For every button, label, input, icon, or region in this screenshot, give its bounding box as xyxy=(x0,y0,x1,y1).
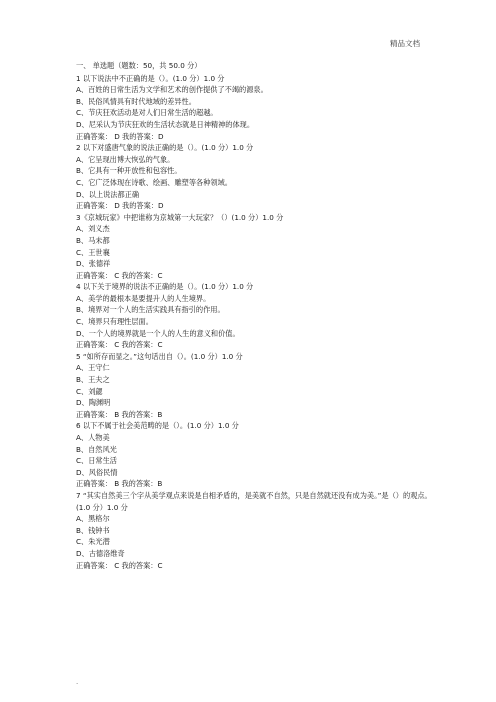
answer-option: B、自然风光 xyxy=(76,444,117,454)
document-header-tag: 精品文档 xyxy=(390,39,420,48)
answer-option: D、风俗民情 xyxy=(76,467,118,477)
question-stem: 5 “如所存而显之。”这句话出自（）。(1.0 分）1.0 分 xyxy=(76,351,243,361)
question-stem: 7 “其实自然美三个字从美学观点来说是自相矛盾的，是美就不自然，只是自然就还没有成为美。”是（）的观点。(1.0 分）1.0 分 xyxy=(76,490,432,512)
question-stem: 6 以下不属于社会美范畴的是（）。(1.0 分）1.0 分 xyxy=(76,421,239,431)
answer-option: C、境界只有理性层面。 xyxy=(76,317,153,327)
question-block xyxy=(76,420,436,490)
question-block xyxy=(76,351,436,421)
answer-line: 正确答案： B 我的答案：B xyxy=(76,479,163,489)
answer-option: D、一个人的境界就是一个人的人生的意义和价值。 xyxy=(76,328,240,338)
answer-option: A、美学的最根本是要提升人的人生境界。 xyxy=(76,293,211,303)
answer-option: D、张德祥 xyxy=(76,259,111,269)
answer-option: C、它广泛体现在诗歌、绘画、雕塑等各种领域。 xyxy=(76,177,232,187)
answer-option: C、王世襄 xyxy=(76,247,110,257)
answer-line: 正确答案： D 我的答案：D xyxy=(76,131,164,141)
answer-option: B、境界对一个人的生活实践具有指引的作用。 xyxy=(76,305,225,315)
answer-option: D、尼采认为节庆狂欢的生活状态就是日神精神的体现。 xyxy=(76,119,255,129)
answer-option: B、钱钟书 xyxy=(76,525,110,535)
answer-option: D、古德洛维奇 xyxy=(76,548,125,558)
exam-content xyxy=(76,60,436,571)
question-block xyxy=(76,281,436,351)
footer-mark: . xyxy=(76,678,79,686)
answer-option: D、陶渊明 xyxy=(76,398,111,408)
answer-option: A、刘义杰 xyxy=(76,224,110,234)
section-title: 一、 单选题（题数：50，共 50.0 分） xyxy=(76,61,202,70)
answer-option: C、日常生活 xyxy=(76,456,117,466)
answer-option: B、王夫之 xyxy=(76,375,110,385)
question-block xyxy=(76,490,436,571)
answer-option: B、它具有一种开放性和包容性。 xyxy=(76,166,182,176)
answer-option: A、百姓的日常生活为文学和艺术的创作提供了不竭的源泉。 xyxy=(76,85,268,95)
question-stem: 2 以下对盛唐气象的说法正确的是（）。(1.0 分）1.0 分 xyxy=(76,143,254,153)
question-stem: 3《京城玩家》中把谁称为京城第一大玩家？（）(1.0 分）1.0 分 xyxy=(76,212,284,222)
answer-option: C、朱光潜 xyxy=(76,537,110,547)
answer-option: C、节庆狂欢活动是对人们日常生活的超越。 xyxy=(76,108,218,118)
answer-option: B、马未都 xyxy=(76,235,110,245)
answer-option: A、王守仁 xyxy=(76,363,110,373)
answer-option: B、民俗风情具有时代地域的差异性。 xyxy=(76,96,196,106)
answer-line: 正确答案： C 我的答案：C xyxy=(76,340,163,350)
answer-line: 正确答案： C 我的答案：C xyxy=(76,270,163,280)
question-block xyxy=(76,212,436,282)
answer-line: 正确答案： C 我的答案：C xyxy=(76,560,163,570)
question-stem: 4 以下关于境界的说法不正确的是（）。(1.0 分）1.0 分 xyxy=(76,282,254,292)
answer-option: A、人物美 xyxy=(76,433,110,442)
answer-option: A、它呈现出博大恢弘的气象。 xyxy=(76,154,175,164)
question-block xyxy=(76,73,436,143)
answer-line: 正确答案： B 我的答案：B xyxy=(76,409,163,419)
answer-line: 正确答案： D 我的答案：D xyxy=(76,201,164,211)
question-list xyxy=(76,73,436,572)
question-block xyxy=(76,142,436,212)
answer-option: D、以上说法都正确 xyxy=(76,189,140,199)
question-stem: 1 以下说法中不正确的是（）。(1.0 分）1.0 分 xyxy=(76,73,225,83)
answer-option: A、黑格尔 xyxy=(76,514,110,524)
answer-option: C、刘勰 xyxy=(76,386,103,396)
